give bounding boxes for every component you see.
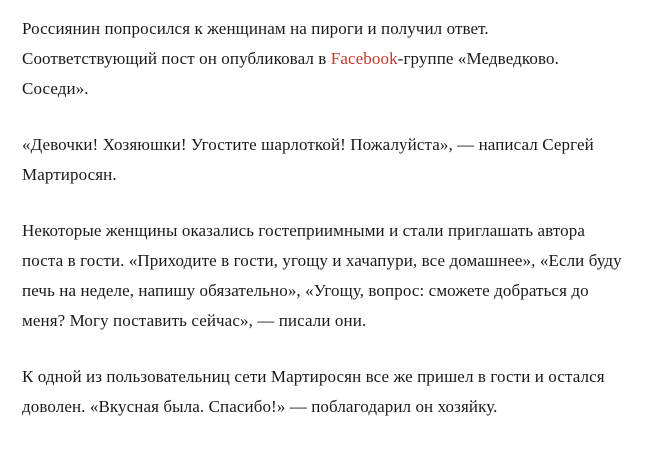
paragraph-1 xyxy=(22,14,627,104)
paragraph-text: Россиянин попросился к женщинам на пироги и получил ответ. Соответствующий пост он опубликовал в xyxy=(22,19,489,68)
paragraph-4 xyxy=(22,362,627,422)
paragraph-text: Некоторые женщины оказались гостеприимными и стали приглашать автора поста в гости. «Приходите в гости, угощу и хачапури, все домашнее», «Если буду печь на неделе, напишу обязательно», «Угощу, вопрос: сможете добраться до меня? Могу поставить сейчас», — писали они. xyxy=(22,221,622,330)
inline-link-facebook[interactable]: Facebook xyxy=(330,49,398,68)
paragraph-text: -группе «Медведково. Соседи». xyxy=(22,49,559,98)
paragraph-2 xyxy=(22,130,627,190)
paragraph-text: «Девочки! Хозяюшки! Угостите шарлоткой! Пожалуйста», — написал Сергей Мартиросян. xyxy=(22,135,594,184)
paragraph-text: К одной из пользовательниц сети Мартиросян все же пришел в гости и остался доволен. «Вкусная была. Спасибо!» — поблагодарил он хозяйку. xyxy=(22,367,605,416)
paragraph-3 xyxy=(22,216,627,336)
